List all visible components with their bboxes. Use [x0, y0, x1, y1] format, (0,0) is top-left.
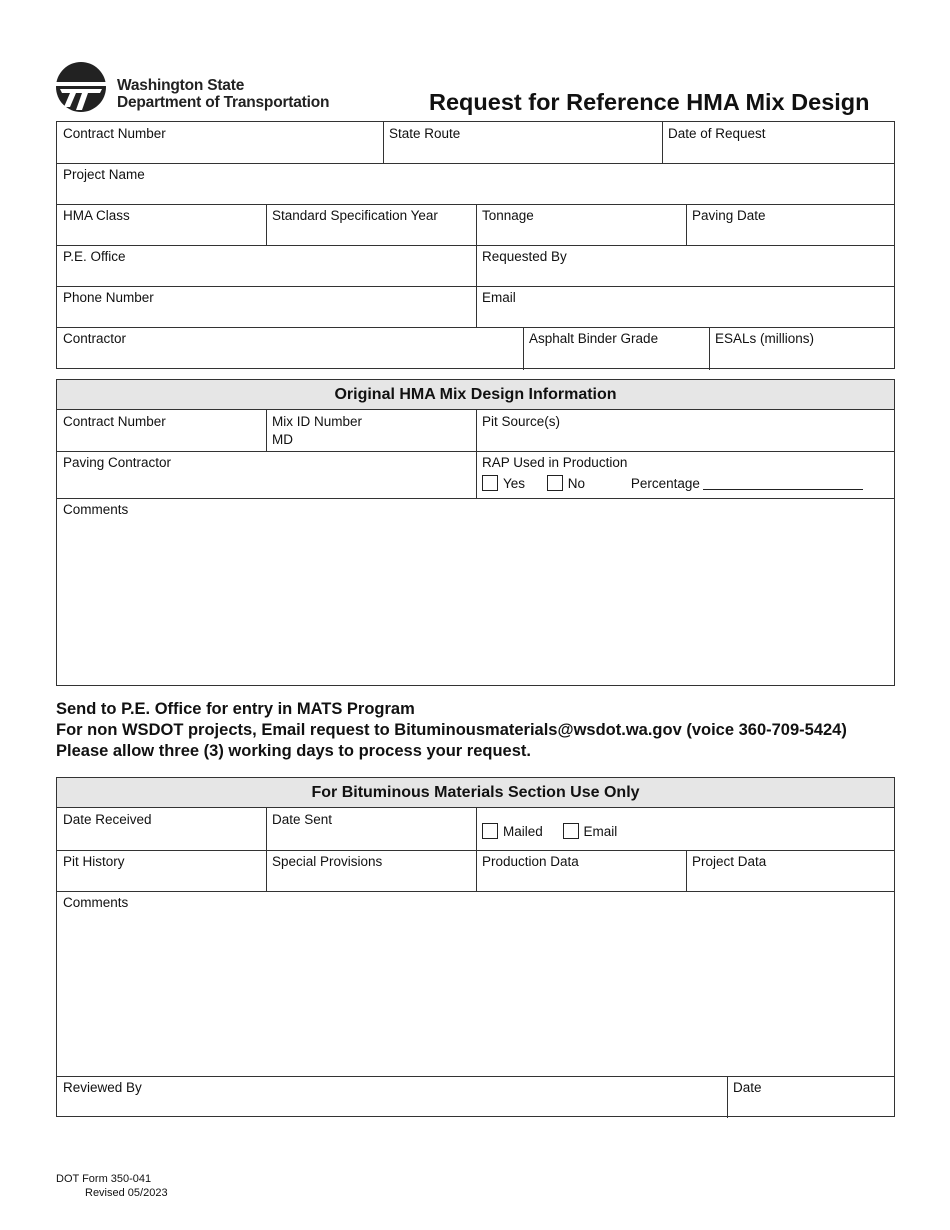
special-provisions-field[interactable]	[266, 850, 388, 874]
standard-spec-year-label: Standard Specification Year	[272, 208, 438, 223]
asphalt-binder-grade-field[interactable]	[523, 327, 664, 351]
org-line-2: Department of Transportation	[117, 94, 330, 111]
original-mix-design-table	[56, 379, 895, 686]
section-comments-label: Comments	[63, 895, 129, 910]
notice-line-2: For non WSDOT projects, Email request to Bituminousmaterials@wsdot.wa.gov (voice 360-709-5424)	[56, 721, 847, 739]
rap-used-field	[476, 451, 895, 496]
phone-number-field[interactable]	[57, 286, 160, 310]
paving-date-field[interactable]	[686, 204, 772, 228]
rap-no-checkbox[interactable]	[547, 475, 563, 491]
hma-class-field[interactable]	[57, 204, 136, 228]
hma-class-label: HMA Class	[63, 208, 130, 223]
contract-number-label: Contract Number	[63, 126, 166, 141]
tonnage-field[interactable]	[476, 204, 540, 228]
email-field[interactable]	[476, 286, 522, 310]
mix-id-prefix: MD	[272, 432, 293, 447]
email-label: Email	[482, 290, 516, 305]
original-section-heading: Original HMA Mix Design Information	[57, 380, 894, 410]
mix-id-number-label: Mix ID Number	[272, 414, 363, 429]
notice-line-3: Please allow three (3) working days to process your request.	[56, 742, 531, 760]
contractor-label: Contractor	[63, 331, 127, 346]
original-comments-label: Comments	[63, 502, 129, 517]
reviewed-by-label: Reviewed By	[63, 1080, 142, 1095]
paving-contractor-field[interactable]	[57, 451, 177, 475]
mix-id-number-field[interactable]	[266, 410, 368, 452]
production-data-label: Production Data	[482, 854, 579, 869]
contractor-field[interactable]	[57, 327, 132, 351]
reviewed-by-field[interactable]	[57, 1076, 148, 1100]
requested-by-label: Requested By	[482, 249, 567, 264]
state-route-field[interactable]	[383, 122, 466, 146]
project-data-field[interactable]	[686, 850, 772, 874]
orig-contract-number-field[interactable]	[57, 410, 172, 434]
date-sent-field[interactable]	[266, 808, 338, 832]
section-use-table	[56, 777, 895, 1117]
phone-number-label: Phone Number	[63, 290, 154, 305]
project-name-field[interactable]	[57, 163, 151, 187]
requested-by-field[interactable]	[476, 245, 573, 269]
email-checkbox[interactable]	[563, 823, 579, 839]
form-number: DOT Form 350-041	[56, 1173, 152, 1185]
mailed-checkbox[interactable]	[482, 823, 498, 839]
date-of-request-label: Date of Request	[668, 126, 766, 141]
wsdot-logo-icon	[56, 62, 106, 112]
org-line-1: Washington State	[117, 77, 245, 94]
special-provisions-label: Special Provisions	[272, 854, 383, 869]
mailed-label: Mailed	[503, 824, 543, 839]
date-sent-label: Date Sent	[272, 812, 333, 827]
submission-notice	[56, 699, 847, 762]
pit-history-field[interactable]	[57, 850, 131, 874]
pit-sources-field[interactable]	[476, 410, 566, 434]
email-option-label: Email	[583, 824, 618, 839]
page-title: Request for Reference HMA Mix Design	[429, 89, 870, 115]
esals-field[interactable]	[709, 327, 820, 351]
section-comments-field[interactable]	[57, 891, 894, 1076]
orig-contract-number-label: Contract Number	[63, 414, 166, 429]
original-comments-field[interactable]	[57, 498, 894, 685]
project-data-label: Project Data	[692, 854, 767, 869]
review-date-label: Date	[733, 1080, 762, 1095]
form-footer	[56, 1172, 168, 1200]
send-method-options	[476, 820, 623, 844]
section-use-heading: For Bituminous Materials Section Use Only	[57, 778, 894, 808]
project-name-label: Project Name	[63, 167, 145, 182]
notice-line-1: Send to P.E. Office for entry in MATS Program	[56, 700, 415, 718]
date-of-request-field[interactable]	[662, 122, 772, 146]
review-date-field[interactable]	[727, 1076, 768, 1100]
paving-date-label: Paving Date	[692, 208, 766, 223]
rap-used-label: RAP Used in Production	[482, 455, 628, 470]
rap-yes-checkbox[interactable]	[482, 475, 498, 491]
standard-spec-year-field[interactable]	[266, 204, 444, 228]
date-received-field[interactable]	[57, 808, 158, 832]
asphalt-binder-grade-label: Asphalt Binder Grade	[529, 331, 659, 346]
pit-history-label: Pit History	[63, 854, 125, 869]
state-route-label: State Route	[389, 126, 461, 141]
tonnage-label: Tonnage	[482, 208, 534, 223]
organization-name	[117, 77, 329, 111]
rap-no-label: No	[567, 476, 586, 491]
contract-number-field[interactable]	[57, 122, 172, 146]
pit-sources-label: Pit Source(s)	[482, 414, 561, 429]
esals-label: ESALs (millions)	[715, 331, 815, 346]
production-data-field[interactable]	[476, 850, 585, 874]
rap-yes-label: Yes	[503, 476, 526, 491]
request-info-table	[56, 121, 895, 369]
percentage-label: Percentage	[630, 476, 700, 491]
date-received-label: Date Received	[63, 812, 152, 827]
pe-office-label: P.E. Office	[63, 249, 126, 264]
paving-contractor-label: Paving Contractor	[63, 455, 172, 470]
pe-office-field[interactable]	[57, 245, 132, 269]
percentage-input[interactable]	[703, 476, 863, 490]
revision-date: Revised 05/2023	[85, 1187, 168, 1199]
